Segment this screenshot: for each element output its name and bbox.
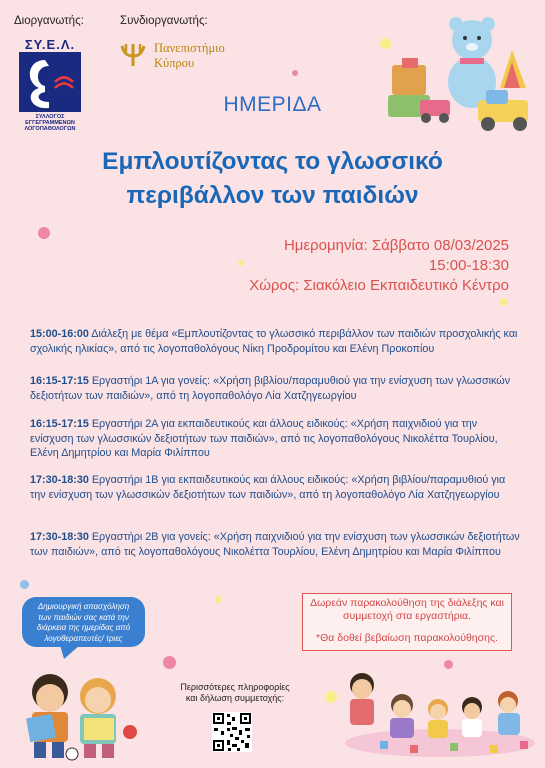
program-time: 17:30-18:30 (30, 531, 89, 543)
event-title-line2: περιβάλλον των παιδιών (126, 182, 419, 209)
event-type: ΗΜΕΡΙΔΑ (223, 93, 322, 116)
program-time: 16:15-17:15 (30, 418, 89, 430)
childcare-line3: διάρκεια της ημερίδας από (36, 623, 131, 632)
program-text: Εργαστήρι 1Β για εκπαιδευτικούς και άλλους ειδικούς: «Χρήση βιβλίου/παραμυθιού για την ενίσχυση των γλωσσικών δεξιοτήτων των παιδιών», από τη λογοπαθολόγο Λία Χατζηγεωργίου (30, 474, 506, 501)
decorative-dot (292, 70, 298, 76)
free-notice-line2: συμμετοχή στα εργαστήρια. (342, 610, 472, 622)
program-time: 17:30-18:30 (30, 474, 89, 486)
ssel-line3: ΛΟΓΟΠΑΘΟΛΟΓΩΝ (24, 126, 76, 132)
event-venue: Χώρος: Σιακόλειο Εκπαιδευτικό Κέντρο (249, 277, 509, 294)
organizer-label: Διοργανωτής: (14, 15, 84, 27)
coorganizer-label: Συνδιοργανωτής: (120, 15, 208, 27)
toys-illustration (380, 10, 540, 145)
decorative-dot (238, 260, 244, 266)
decorative-dot (325, 691, 337, 703)
decorative-dot (163, 656, 176, 669)
ssel-letters: ΣΥ.Ε.Λ. (24, 37, 76, 52)
ucy-emblem-icon (118, 40, 148, 70)
event-date: Ημερομηνία: Σάββατο 08/03/2025 (283, 237, 509, 254)
ssel-logo (15, 37, 85, 134)
program-text: Εργαστήρι 1Α για γονείς: «Χρήση βιβλίου/παραμυθιού για την ενίσχυση των γλωσσικών δεξιοτήτων των παιδιών», από τη λογοπαθολόγο Λία Χατζηγεωργίου (30, 375, 511, 402)
bubble-tail (60, 645, 80, 659)
ucy-line2: Κύπρου (154, 56, 195, 70)
kids-reading-illustration (22, 670, 147, 765)
decorative-dot (38, 227, 50, 239)
ucy-logo-text (154, 41, 225, 71)
qr-code[interactable] (212, 712, 252, 752)
event-title (60, 145, 485, 213)
event-time: 15:00-18:30 (428, 257, 509, 274)
program-item (30, 417, 520, 461)
event-title-line1: Εμπλουτίζοντας το γλωσσικό (102, 148, 443, 175)
ssel-line2: ΕΓΓΕΓΡΑΜΜΕΝΩΝ (25, 120, 75, 126)
program-text: Εργαστήρι 2Β για γονείς: «Χρήση παιχνιδιού για την ενίσχυση των γλωσσικών δεξιοτήτων των παιδιών», από τις λογοπαθολόγους Νικολέττα Τουρλίου, Ελένη Δημητρίου και Μαρία Φιλίππου (30, 531, 520, 558)
kids-playing-illustration (340, 665, 540, 760)
certificate-notice: *Θα δοθεί βεβαίωση παρακολούθησης. (316, 632, 498, 644)
program-item (30, 530, 520, 559)
ssel-line1: ΣΥΛΛΟΓΟΣ (35, 114, 65, 120)
childcare-text (26, 602, 141, 644)
free-attendance-notice (302, 593, 512, 651)
more-info-line2: και δήλωση συμμετοχής: (185, 693, 285, 703)
decorative-dot (20, 580, 29, 589)
childcare-line1: Δημιουργική απασχόληση (37, 602, 130, 611)
program-time: 15:00-16:00 (30, 328, 89, 340)
program-time: 16:15-17:15 (30, 375, 89, 387)
more-info-line1: Περισσότερες πληροφορίες (180, 682, 290, 692)
program-item (30, 327, 520, 356)
free-notice-line1: Δωρεάν παρακολούθηση της διάλεξης και (310, 597, 504, 609)
more-info (160, 682, 310, 704)
free-notice-text (303, 597, 511, 623)
program-item (30, 473, 520, 502)
event-info (249, 236, 509, 296)
ucy-line1: Πανεπιστήμιο (154, 41, 225, 55)
program-item (30, 374, 520, 403)
childcare-line4: λογοθεραπευτές/ τριες (44, 633, 123, 643)
program-text: Διάλεξη με θέμα «Εμπλουτίζοντας το γλωσσικό περιβάλλον των παιδιών προσχολικής και σχολικής ηλικίας», από τις λογοπαθολόγους Νίκη Προδρομίτου και Ελένη Προκοπίου (30, 328, 518, 355)
decorative-dot (500, 298, 508, 306)
program-text: Εργαστήρι 2Α για εκπαιδευτικούς και άλλους ειδικούς: «Χρήση παιχνιδιού για την ενίσχυση των γλωσσικών δεξιοτήτων των παιδιών», από τις λογοπαθολόγους Νικολέττα Τουρλίου, Ελένη Δημητρίου και Μαρία Φιλίππου (30, 418, 498, 459)
decorative-dot (215, 596, 222, 603)
childcare-bubble (22, 597, 145, 647)
childcare-line2: των παιδιών σας κατά την (38, 612, 129, 622)
